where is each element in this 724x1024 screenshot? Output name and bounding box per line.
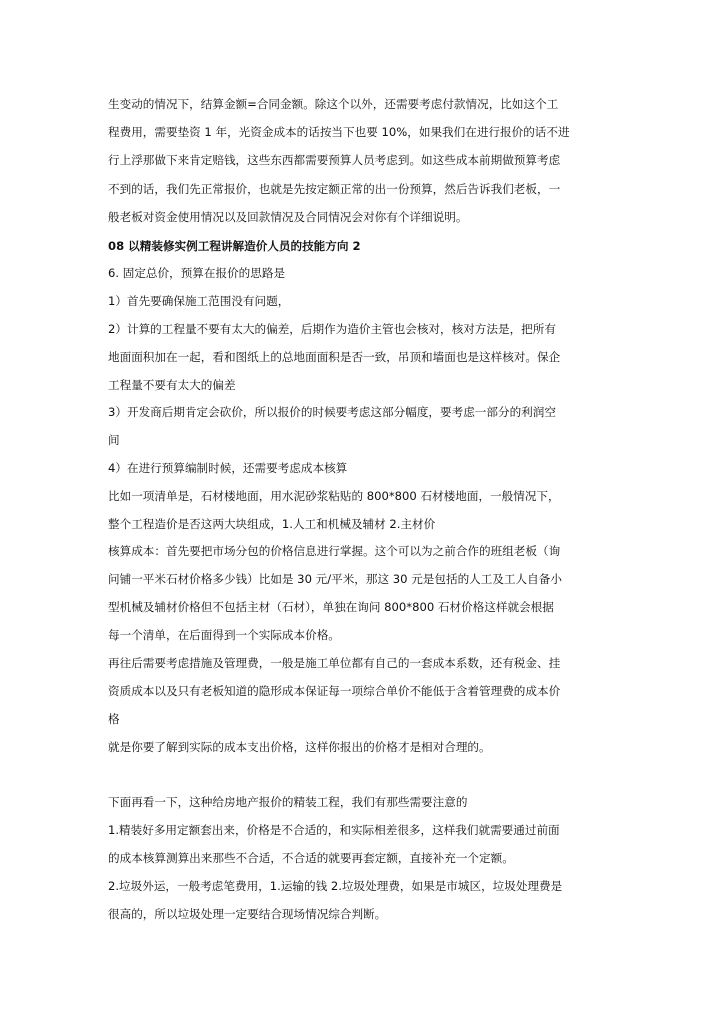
text-line: 的成本核算测算出来那些不合适，不合适的就要再套定额，直接补充一个定额。 (108, 851, 514, 865)
text-line: 地面面积加在一起，看和图纸上的总地面面积是否一致，吊顶和墙面也是这样核对。保企 (108, 350, 561, 364)
text-line: 生变动的情况下，结算金额=合同金额。除这个以外，还需要考虑付款情况，比如这个工 (108, 97, 559, 111)
text-line: 比如一项清单是，石材楼地面，用水泥砂浆粘贴的 800*800 石材楼地面，一般情况下， (108, 489, 560, 503)
text-line: 资质成本以及只有老板知道的隐形成本保证每一项综合单价不能低于含着管理费的成本价 (108, 684, 561, 698)
text-line: 再往后需要考虑措施及管理费，一般是施工单位都有自己的一套成本系数，还有税金、挂 (108, 656, 561, 670)
text-line: 工程量不要有太大的偏差 (108, 378, 236, 392)
text-line: 格 (108, 712, 120, 726)
text-line: 2）计算的工程量不要有太大的偏差，后期作为造价主管也会核对，核对方法是，把所有 (108, 322, 556, 336)
text-line: 2.垃圾外运，一般考虑笔费用，1.运输的钱 2.垃圾处理费，如果是市城区，垃圾处理费是 (108, 879, 563, 893)
text-line: 就是你要了解到实际的成本支出价格，这样你报出的价格才是相对合理的。 (108, 740, 491, 754)
text-line: 核算成本：首先要把市场分包的价格信息进行掌握。这个可以为之前合作的班组老板（询 (108, 544, 561, 558)
text-line: 6. 固定总价，预算在报价的思路是 (108, 266, 286, 280)
text-line: 间 (108, 433, 120, 447)
text-line: 型机械及辅材价格但不包括主材（石材），单独在询问 800*800 石材价格这样就会根据 (108, 600, 554, 614)
text-line: 下面再看一下，这种给房地产报价的精装工程，我们有那些需要注意的 (108, 795, 468, 809)
text-line: 很高的，所以垃圾处理一定要结合现场情况综合判断。 (108, 907, 387, 921)
text-line: 问铺一平米石材价格多少钱）比如是 30 元/平米，那这 30 元是包括的人工及工人自备小 (108, 572, 562, 586)
text-line: 不到的话，我们先正常报价，也就是先按定额正常的出一份预算，然后告诉我们老板，一 (108, 182, 561, 196)
section-heading: 08 以精装修实例工程讲解造价人员的技能方向 2 (108, 239, 361, 253)
text-line: 行上浮那做下来肯定赔钱，这些东西都需要预算人员考虑到。如这些成本前期做预算考虑 (108, 153, 561, 167)
text-line: 4）在进行预算编制时候，还需要考虑成本核算 (108, 461, 348, 475)
text-line: 程费用，需要垫资 1 年，光资金成本的话按当下也要 10%，如果我们在进行报价的话不进 (108, 125, 570, 139)
text-line: 1.精装好多用定额套出来，价格是不合适的，和实际相差很多，这样我们就需要通过前面 (108, 823, 560, 837)
text-line: 3）开发商后期肯定会砍价，所以报价的时候要考虑这部分幅度，要考虑一部分的利润空 (108, 405, 556, 419)
text-line: 每一个清单，在后面得到一个实际成本价格。 (108, 628, 340, 642)
text-line: 整个工程造价是否这两大块组成，1.人工和机械及辅材 2.主材价 (108, 517, 436, 531)
text-line: 般老板对资金使用情况以及回款情况及合同情况会对你有个详细说明。 (108, 210, 468, 224)
text-line: 1）首先要确保施工范围没有问题， (108, 294, 290, 308)
